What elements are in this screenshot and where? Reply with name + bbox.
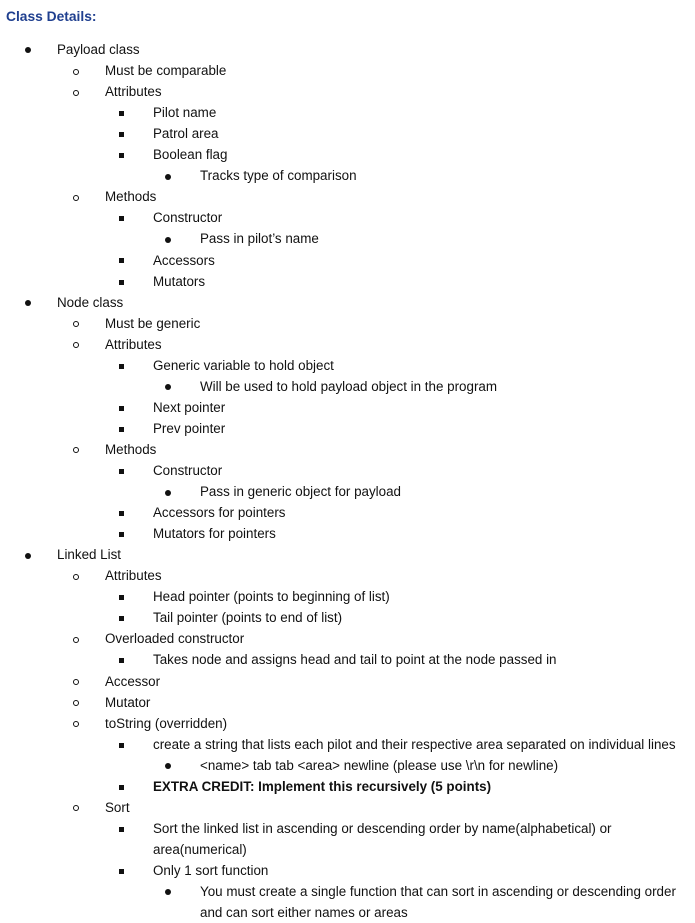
bullet-icon — [111, 861, 131, 881]
list-item-text: and can sort either names or areas — [200, 905, 408, 921]
list-item — [0, 777, 695, 797]
bullet-icon — [111, 503, 131, 523]
list-item-text: area(numerical) — [153, 841, 247, 857]
bullet-icon — [66, 798, 86, 818]
bullet-icon — [66, 187, 86, 207]
list-item — [0, 124, 695, 144]
list-item — [0, 714, 695, 734]
list-item — [0, 903, 695, 923]
list-item — [0, 398, 695, 418]
list-item-text: Attributes — [105, 568, 162, 584]
list-item — [0, 187, 695, 207]
list-item — [0, 503, 695, 523]
list-item — [0, 524, 695, 544]
list-item — [0, 272, 695, 292]
list-item-text: Boolean flag — [153, 147, 228, 163]
list-item — [0, 629, 695, 649]
list-item — [0, 314, 695, 334]
list-item — [0, 461, 695, 481]
list-item-text: Prev pointer — [153, 420, 226, 436]
list-item — [0, 566, 695, 586]
list-item-text: Patrol area — [153, 126, 219, 142]
bullet-icon — [66, 335, 86, 355]
bullet-icon — [111, 777, 131, 797]
list-item — [0, 608, 695, 628]
list-item — [0, 356, 695, 376]
bullet-icon — [66, 629, 86, 649]
list-item — [0, 419, 695, 439]
list-item-text: toString (overridden) — [105, 715, 228, 731]
bullet-icon — [18, 293, 38, 313]
bullet-icon — [158, 882, 178, 902]
list-item — [0, 335, 695, 355]
list-item-text: Accessor — [105, 673, 161, 689]
list-item — [0, 377, 695, 397]
bullet-icon — [111, 650, 131, 670]
bullet-icon — [158, 166, 178, 186]
list-item-text: You must create a single function that can sort in ascending or descending order — [200, 884, 676, 899]
list-item-text: Constructor — [153, 210, 223, 226]
list-item-text: Takes node and assigns head and tail to point at the node passed in — [153, 652, 557, 668]
bullet-icon — [66, 566, 86, 586]
bullet-icon — [111, 608, 131, 628]
bullet-icon — [158, 377, 178, 397]
bullet-icon — [66, 693, 86, 713]
list-item-text: Next pointer — [153, 399, 226, 415]
bullet-icon — [66, 61, 86, 81]
list-item — [0, 735, 695, 755]
list-item — [0, 251, 695, 271]
list-item — [0, 587, 695, 607]
list-item-text: Payload class — [57, 42, 140, 57]
bullet-icon — [111, 524, 131, 544]
bullet-icon — [66, 440, 86, 460]
list-item — [0, 440, 695, 460]
list-item — [0, 672, 695, 692]
bullet-icon — [111, 251, 131, 271]
bullet-icon — [111, 398, 131, 418]
list-item-text: Mutators for pointers — [153, 526, 276, 542]
list-item-text: Must be comparable — [105, 63, 227, 79]
list-item-text: Sort — [105, 799, 130, 815]
bullet-icon — [111, 587, 131, 607]
list-item-text: Only 1 sort function — [153, 862, 269, 878]
list-item — [0, 693, 695, 713]
list-item-text: Linked List — [57, 547, 122, 563]
bullet-icon — [158, 756, 178, 776]
page-title: Class Details: — [6, 9, 97, 24]
list-item — [0, 756, 695, 776]
bullet-icon — [111, 208, 131, 228]
list-item-text: Mutators — [153, 273, 206, 289]
bullet-icon — [158, 482, 178, 502]
list-item-text: Must be generic — [105, 315, 201, 331]
bullet-icon — [111, 735, 131, 755]
list-item-text: Pass in generic object for payload — [200, 484, 401, 500]
bullet-icon — [111, 145, 131, 165]
bullet-icon — [158, 229, 178, 249]
bullet-icon — [111, 356, 131, 376]
bullet-icon — [111, 819, 131, 839]
list-item-text: Tail pointer (points to end of list) — [153, 610, 343, 626]
list-item-text: Will be used to hold payload object in the program — [200, 378, 498, 394]
list-item-text: Head pointer (points to beginning of list) — [153, 589, 390, 605]
list-item — [0, 840, 695, 860]
list-item — [0, 861, 695, 881]
bullet-icon — [66, 672, 86, 692]
list-item-text: EXTRA CREDIT: Implement this recursively (5 points) — [153, 778, 492, 794]
list-item-text: Tracks type of comparison — [200, 168, 357, 184]
list-item-text: Methods — [105, 441, 157, 457]
list-item-text: create a string that lists each pilot and their respective area separated on individual lines — [153, 736, 676, 752]
list-item — [0, 293, 695, 313]
bullet-icon — [18, 545, 38, 565]
bullet-icon — [111, 419, 131, 439]
list-item-text: Constructor — [153, 463, 223, 478]
list-item — [0, 103, 695, 123]
bullet-icon — [111, 124, 131, 144]
list-item-text: Attributes — [105, 336, 162, 352]
list-item-text: <name> tab tab <area> newline (please use \r\n for newline) — [200, 757, 559, 773]
bullet-icon — [66, 314, 86, 334]
bullet-icon — [66, 82, 86, 102]
list-item-text: Pass in pilot’s name — [200, 231, 319, 247]
list-item — [0, 882, 695, 902]
list-item — [0, 545, 695, 565]
bullet-icon — [111, 461, 131, 481]
bullet-icon — [18, 40, 38, 60]
list-item-text: Pilot name — [153, 105, 217, 121]
list-item — [0, 819, 695, 839]
list-item — [0, 166, 695, 186]
list-item — [0, 40, 695, 60]
list-item-text: Overloaded constructor — [105, 631, 245, 647]
list-item-text: Attributes — [105, 84, 162, 100]
list-item-text: Generic variable to hold object — [153, 357, 334, 373]
bullet-icon — [111, 103, 131, 123]
list-item-text: Mutator — [105, 694, 151, 710]
list-item-text: Sort the linked list in ascending or descending order by name(alphabetical) or — [153, 820, 612, 836]
list-item-text: Node class — [57, 294, 124, 310]
list-item — [0, 229, 695, 249]
list-item — [0, 650, 695, 670]
list-item — [0, 145, 695, 165]
bullet-icon — [66, 714, 86, 734]
list-item — [0, 208, 695, 228]
list-item — [0, 798, 695, 818]
list-item-text: Accessors — [153, 252, 215, 268]
bullet-icon — [111, 272, 131, 292]
list-item-text: Methods — [105, 189, 157, 205]
list-item-text: Accessors for pointers — [153, 505, 286, 521]
list-item — [0, 61, 695, 81]
list-item — [0, 482, 695, 502]
list-item — [0, 82, 695, 102]
